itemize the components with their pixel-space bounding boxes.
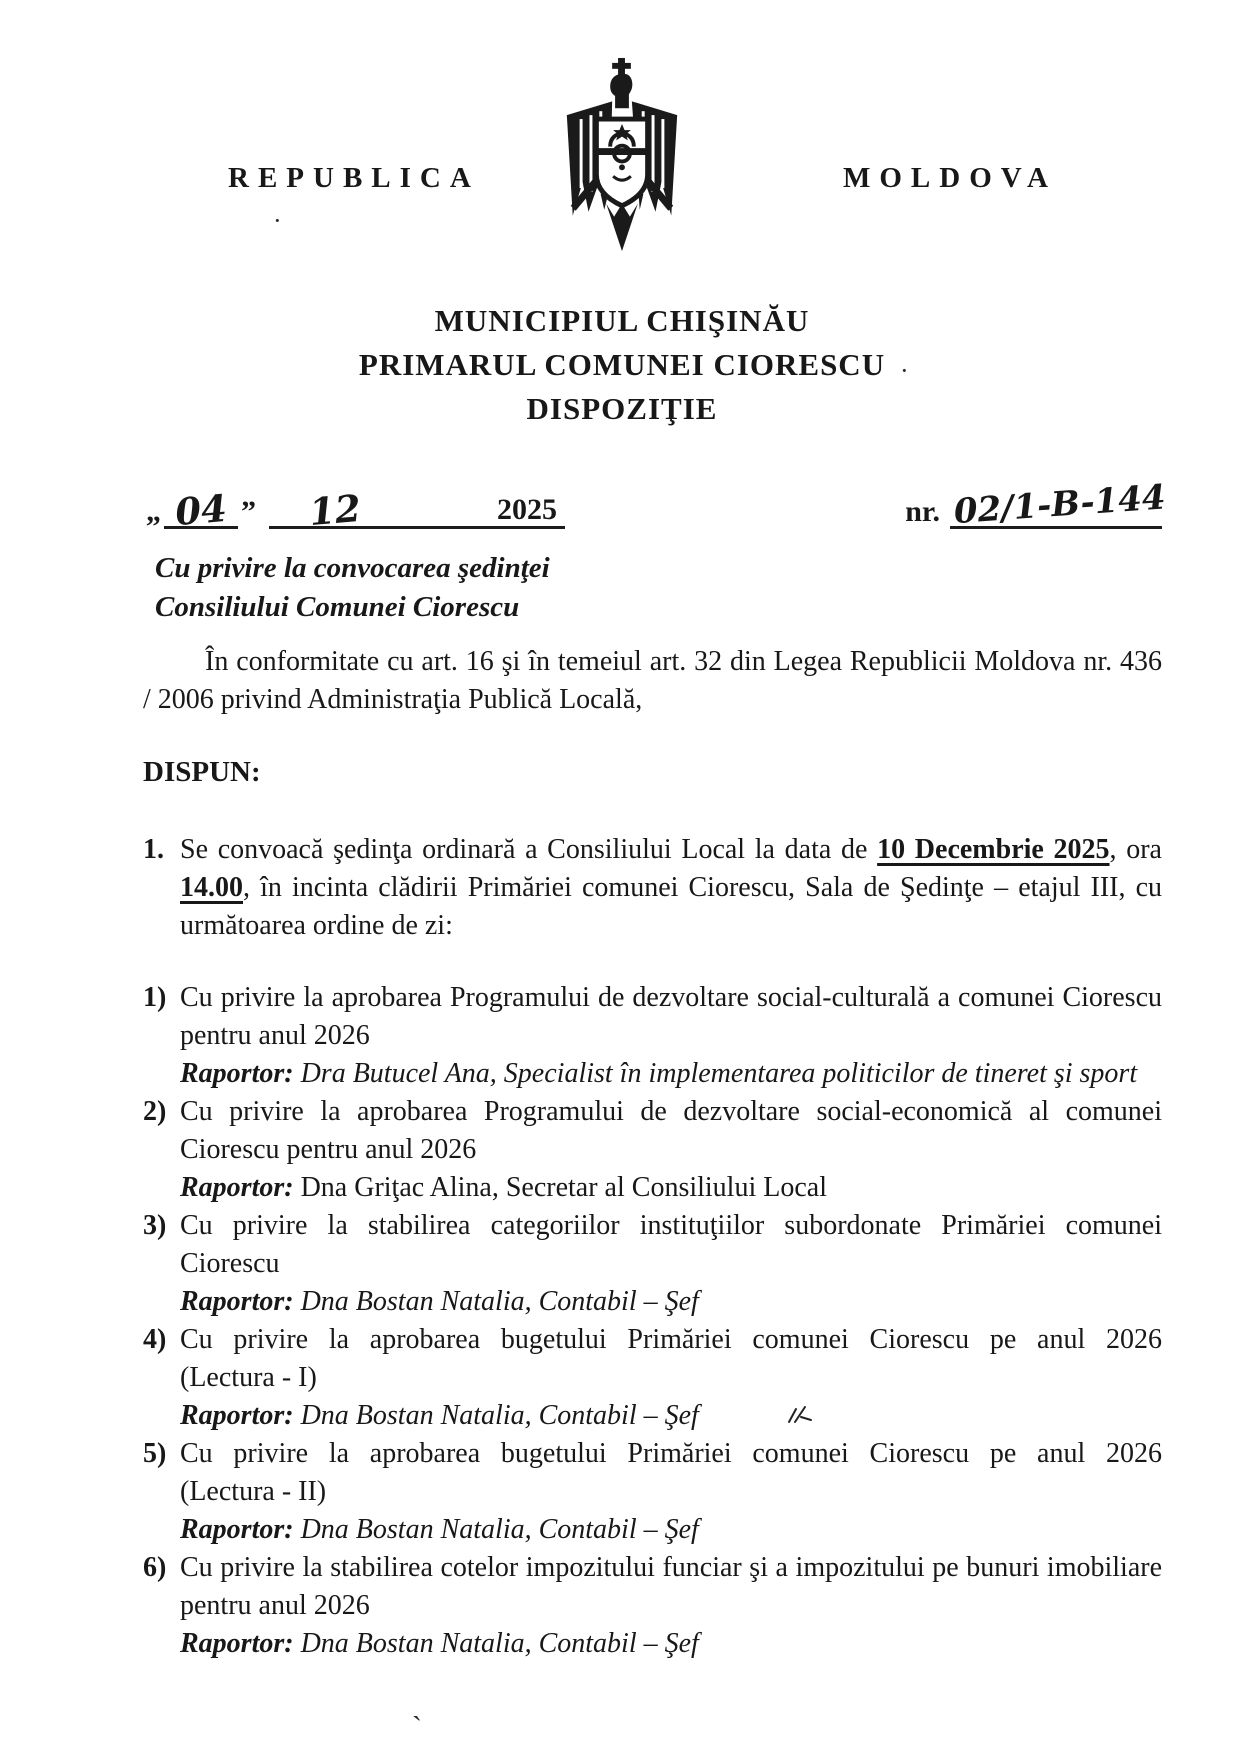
handwritten-day: 04 [173,485,229,535]
title-mayor: PRIMARUL COMUNEI CIORESCU [358,347,886,382]
agenda-text: Cu privire la stabilirea cotelor impozitului funciar şi a impozitului pe bunuri imobiliare pentru anul 2026 [180,1552,1162,1621]
agenda-item-5 [143,1435,1162,1549]
agenda-text-sub: (Lectura - II) [180,1476,327,1507]
agenda-text: Cu privire la aprobarea Programului de dezvoltare social-economică al comunei Ciorescu pentru anul 2026 [180,1096,1162,1165]
agenda-number: 3) [143,1210,167,1241]
agenda-text-sub: (Lectura - I) [180,1362,317,1393]
open-quote: „ [146,495,161,528]
agenda-item-1 [143,979,1162,1093]
subject-block [155,549,1162,627]
document-header [0,56,1244,261]
agenda-content [180,1549,1162,1663]
raportor-label: Raportor: [180,1514,294,1545]
raportor-name: Dra Butucel Ana, Specialist în implementarea politicilor de tineret şi sport [293,1058,1138,1089]
nr-blank [950,477,1167,533]
meeting-date: 10 Decembrie 2025 [877,834,1110,865]
month-blank [269,478,565,535]
raportor-line [180,1283,1162,1321]
scan-speck: ˎ [412,1688,422,1721]
item-text [180,831,1162,945]
raportor-line [180,1511,1162,1549]
raportor-line [180,1397,1162,1435]
agenda-content [180,979,1162,1093]
raportor-line [180,1169,1162,1207]
handwritten-month: 12 [307,485,363,535]
agenda-content [180,1207,1162,1321]
header-country-right: MOLDOVA [843,162,1057,194]
legal-preamble: În conformitate cu art. 16 şi în temeiul art. 32 din Legea Republicii Moldova nr. 436 / 2006 privind Administraţia Publică Locală, [143,646,1162,715]
title-block [0,299,1244,431]
item1-seg1: Se convoacă şedinţa ordinară a Consiliului Local la data de [180,834,878,865]
agenda-content [180,1435,1162,1549]
number-fields [905,477,1167,533]
raportor-name: Dna Bostan Natalia, Contabil – Şef [293,1286,699,1317]
agenda-number: 4) [143,1324,167,1355]
nr-label: nr. [905,495,940,528]
handwritten-number: 02/1-B-144 [952,477,1167,533]
decision-item-1 [143,831,1162,945]
agenda-item-3 [143,1207,1162,1321]
agenda-item-2 [143,1093,1162,1207]
printed-year: 2025 [493,494,561,529]
raportor-label: Raportor: [180,1058,294,1089]
raportor-label: Raportor: [180,1286,294,1317]
agenda-text: Cu privire la stabilirea categoriilor instituţiilor subordonate Primăriei comunei Ciorescu [180,1210,1162,1279]
raportor-name: Dna Bostan Natalia, Contabil – Şef [293,1514,699,1545]
agenda-content [180,1093,1162,1207]
agenda-text: Cu privire la aprobarea bugetului Primăriei comunei Ciorescu pe anul 2026 [180,1438,1162,1469]
raportor-name: Dna Bostan Natalia, Contabil – Şef [293,1628,699,1659]
agenda-number: 5) [143,1438,167,1469]
subject-line-2: Consiliului Comunei Ciorescu [155,591,520,623]
moldova-coat-of-arms-icon [553,56,691,263]
date-fields [143,478,565,535]
date-number-row [143,477,1167,535]
agenda-content [180,1321,1162,1435]
subject-line-1: Cu privire la convocarea şedinţei [155,552,550,584]
scan-speck: · [273,206,282,235]
agenda-list [143,979,1162,1663]
raportor-label: Raportor: [180,1172,294,1203]
item1-seg3: , în incinta clădirii Primăriei comunei Ciorescu, Sala de Şedinţe – etajul III, cu următoarea ordine de zi: [180,872,1162,941]
raportor-label: Raportor: [180,1628,294,1659]
agenda-text: Cu privire la aprobarea Programului de dezvoltare social-culturală a comunei Ciorescu pentru anul 2026 [180,982,1162,1051]
raportor-line [180,1055,1162,1093]
title-document-type: DISPOZIŢIE [526,391,718,426]
ink-scribble [786,1404,814,1431]
raportor-name: Dna Griţac Alina, Secretar al Consiliului Local [293,1172,827,1203]
agenda-number: 6) [143,1552,167,1583]
agenda-text: Cu privire la aprobarea bugetului Primăriei comunei Ciorescu pe anul 2026 [180,1324,1162,1355]
agenda-number: 1) [143,982,167,1013]
agenda-item-4 [143,1321,1162,1435]
title-municipality: MUNICIPIUL CHIŞINĂU [434,303,810,338]
scan-speck: · [900,356,909,385]
item1-seg2: , ora [1109,834,1162,865]
raportor-label: Raportor: [180,1400,294,1431]
item-number: 1. [143,834,164,865]
raportor-line [180,1625,1162,1663]
meeting-time: 14.00 [180,872,243,903]
agenda-item-6 [143,1549,1162,1663]
raportor-name: Dna Bostan Natalia, Contabil – Şef [293,1400,699,1431]
day-blank [164,478,238,535]
dispun-heading: DISPUN: [143,756,261,788]
close-quote: ” [241,495,256,528]
agenda-number: 2) [143,1096,167,1127]
header-country-left: REPUBLICA [228,162,480,194]
